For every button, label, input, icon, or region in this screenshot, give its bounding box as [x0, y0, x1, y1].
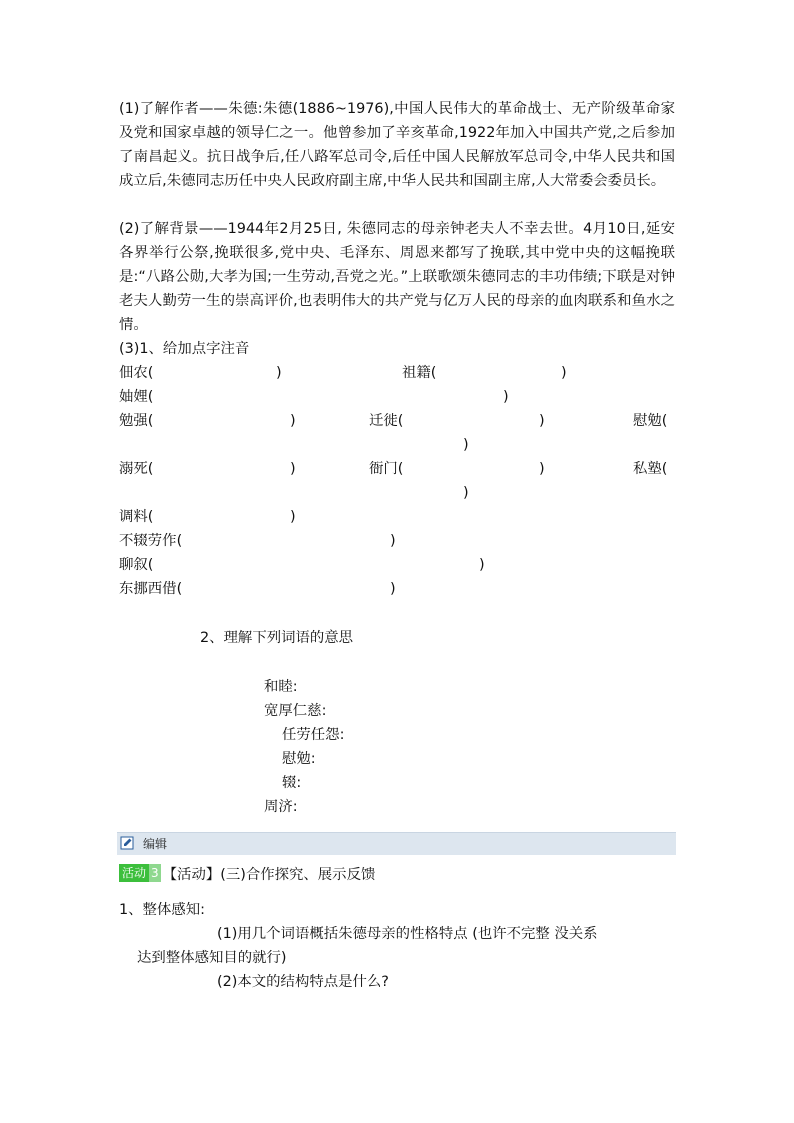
- pinyin-close: ): [503, 389, 509, 405]
- question-1-continued: 达到整体感知目的就行): [137, 950, 287, 966]
- pinyin-item-buchuolaozuo: 不辍劳作(: [119, 533, 183, 549]
- pinyin-close: ): [479, 557, 485, 573]
- edit-label[interactable]: 编辑: [143, 837, 168, 851]
- question-2: (2)本文的结构特点是什么?: [217, 974, 389, 990]
- pinyin-item-weimian: 慰勉(: [633, 413, 668, 429]
- section-heading: 1、整体感知:: [119, 902, 205, 918]
- pinyin-item-zuji: 祖籍(: [402, 365, 437, 381]
- pinyin-close-wrapped: ): [463, 485, 469, 501]
- pinyin-row-5: [119, 505, 679, 529]
- edit-bar[interactable]: [117, 832, 676, 855]
- pinyin-item-zhouli: 妯娌(: [119, 389, 154, 405]
- pinyin-item-dongnuoxijie: 东挪西借(: [119, 581, 183, 597]
- pinyin-row-7: [119, 553, 679, 577]
- pinyin-row-2: [119, 385, 679, 409]
- pinyin-close: ): [539, 413, 545, 429]
- activity-badge-number: 3: [151, 866, 159, 880]
- pinyin-row-1: [119, 361, 679, 385]
- pinyin-item-qianxi: 迁徙(: [369, 413, 404, 429]
- pinyin-row-3: [119, 409, 679, 433]
- vocab-item: 周济:: [264, 799, 298, 815]
- pinyin-item-sishu: 私塾(: [633, 461, 668, 477]
- activity-title: 【活动】(三)合作探究、展示反馈: [162, 867, 376, 883]
- edit-icon[interactable]: [120, 836, 134, 850]
- pinyin-heading-text: (3)1、给加点字注音: [119, 341, 250, 357]
- activity-badge: 活动: [119, 864, 149, 882]
- vocab-item: 宽厚仁慈:: [264, 703, 327, 719]
- pinyin-item-diannong: 佃农(: [119, 365, 154, 381]
- pinyin-close: ): [290, 413, 296, 429]
- pinyin-close: ): [561, 365, 567, 381]
- pinyin-item-tiaoliao: 调料(: [119, 509, 154, 525]
- vocab-heading: 2、理解下列词语的意思: [200, 630, 354, 646]
- pinyin-close: ): [276, 365, 282, 381]
- pinyin-close: ): [290, 461, 296, 477]
- pinyin-close: ): [390, 581, 396, 597]
- pinyin-item-mianqiang: 勉强(: [119, 413, 154, 429]
- pinyin-item-nisi: 溺死(: [119, 461, 154, 477]
- pinyin-row-8: [119, 577, 679, 601]
- vocab-item: 和睦:: [264, 679, 298, 695]
- activity-row: [119, 863, 375, 887]
- intro-paragraph-background: [119, 217, 675, 337]
- background-text: (2)了解背景——1944年2月25日, 朱德同志的母亲钟老夫人不幸去世。4月10日,延安各界举行公祭,挽联很多,党中央、毛泽东、周恩来都写了挽联,其中党中央的这幅挽联是:“八路公勋,大孝为国;一生劳动,吾党之光。”上联歌颂朱德同志的丰功伟绩;下联是对钟老夫人勤劳一生的崇高评价,也表明伟大的共产党与亿万人民的母亲的血肉联系和鱼水之情。: [119, 221, 675, 333]
- question-1: (1)用几个词语概括朱德母亲的性格特点 (也许不完整 没关系: [217, 926, 598, 942]
- intro-paragraph-author: [119, 97, 675, 193]
- vocab-item: 慰勉:: [282, 751, 316, 767]
- pinyin-row-4: [119, 457, 679, 481]
- pinyin-close-wrapped: ): [463, 437, 469, 453]
- pinyin-heading: [119, 337, 675, 361]
- pinyin-item-liaoxu: 聊叙(: [119, 557, 154, 573]
- pinyin-close: ): [390, 533, 396, 549]
- pinyin-close: ): [539, 461, 545, 477]
- author-text: (1)了解作者——朱德:朱德(1886~1976),中国人民伟大的革命战士、无产阶级革命家及党和国家卓越的领导仁之一。他曾参加了辛亥革命,1922年加入中国共产党,之后参加了南昌起义。抗日战争后,任八路军总司令,后任中国人民解放军总司令,中华人民共和国成立后,朱德同志历任中央人民政府副主席,中华人民共和国副主席,人大常委会委员长。: [119, 101, 675, 189]
- pinyin-row-6: [119, 529, 679, 553]
- pinyin-close: ): [290, 509, 296, 525]
- pinyin-item-yamen: 衙门(: [369, 461, 404, 477]
- vocab-item: 任劳任怨:: [282, 727, 345, 743]
- vocab-item: 辍:: [282, 775, 302, 791]
